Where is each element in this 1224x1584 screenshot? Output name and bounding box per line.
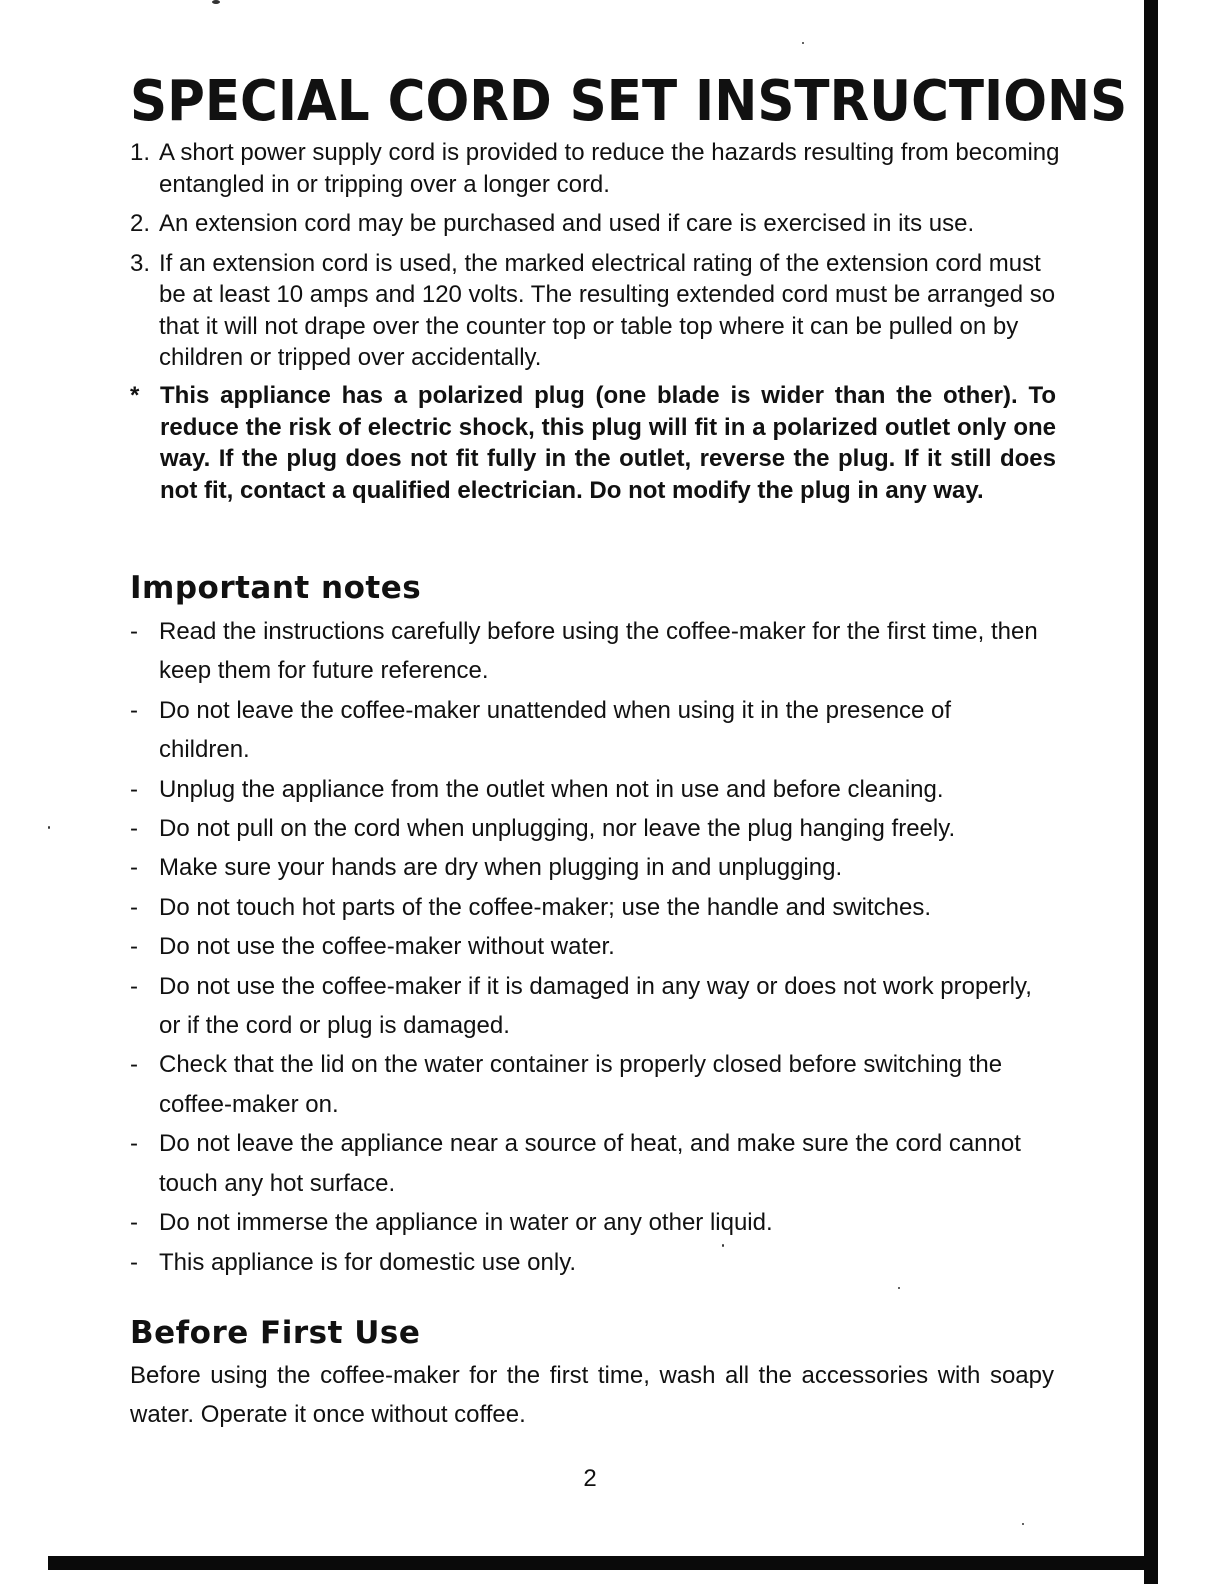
dash-bullet: - bbox=[130, 854, 138, 882]
note-text: Unplug the appliance from the outlet when not in use and before cleaning. bbox=[159, 775, 944, 803]
note-text: This appliance is for domestic use only. bbox=[159, 1248, 577, 1276]
asterisk-marker: * bbox=[130, 382, 140, 409]
dash-bullet: - bbox=[130, 618, 138, 645]
list-item bbox=[130, 848, 1040, 887]
scan-border-right bbox=[1144, 0, 1158, 1584]
scan-speck bbox=[48, 826, 50, 829]
scan-speck bbox=[1022, 1523, 1024, 1525]
item-text: If an extension cord is used, the marked electrical rating of the extension cord must be at least 10 amps and 120 volts. The resulting extended cord must be arranged so that it will not drape over the counter top or table top where it can be pulled on by children or tripped over accidentally. bbox=[159, 249, 1056, 371]
warning-text: This appliance has a polarized plug (one blade is wider than the other). To reduce the risk of electric shock, this plug will fit in a polarized outlet only one way. If the plug does not fit fully in the outlet, reverse the plug. If it still does not fit, contact a qualified electrician. Do not modify the plug in any way. bbox=[160, 382, 1056, 504]
before-first-use-heading: Before First Use bbox=[130, 1315, 421, 1351]
list-item bbox=[130, 927, 1040, 966]
scan-speck bbox=[212, 0, 220, 4]
page-title: SPECIAL CORD SET INSTRUCTIONS bbox=[130, 69, 1128, 134]
note-text: Do not touch hot parts of the coffee-maker; use the handle and switches. bbox=[159, 893, 932, 921]
dash-bullet: - bbox=[130, 893, 138, 921]
list-item bbox=[130, 770, 1040, 809]
dash-bullet: - bbox=[130, 775, 138, 803]
dash-bullet: - bbox=[130, 1051, 138, 1079]
item-number: 1. bbox=[130, 139, 151, 166]
list-item bbox=[130, 248, 1060, 374]
important-notes-list bbox=[130, 612, 1040, 1282]
list-item bbox=[130, 137, 1060, 200]
list-item bbox=[130, 1124, 1040, 1203]
note-text: Do not leave the coffee-maker unattended when using it in the presence of children. bbox=[159, 696, 952, 764]
list-item bbox=[130, 612, 1040, 691]
dash-bullet: - bbox=[130, 933, 138, 961]
dash-bullet: - bbox=[130, 815, 138, 843]
cord-instructions-list bbox=[130, 137, 1060, 382]
note-text: Do not immerse the appliance in water or any other liquid. bbox=[159, 1209, 773, 1237]
list-item bbox=[130, 967, 1040, 1046]
dash-bullet: - bbox=[130, 1248, 138, 1276]
item-number: 2. bbox=[130, 210, 151, 237]
before-first-use-text: Before using the coffee-maker for the first time, wash all the accessories with soapy water. Operate it once without coffee. bbox=[130, 1362, 1054, 1429]
scan-speck bbox=[802, 42, 804, 44]
dash-bullet: - bbox=[130, 696, 138, 724]
note-text: Check that the lid on the water container is properly closed before switching the coffee-maker on. bbox=[159, 1051, 1003, 1118]
list-item bbox=[130, 1243, 1040, 1282]
list-item bbox=[130, 809, 1040, 848]
item-text: A short power supply cord is provided to reduce the hazards resulting from becoming entangled in or tripping over a longer cord. bbox=[159, 139, 1060, 198]
note-text: Do not leave the appliance near a source of heat, and make sure the cord cannot touch any hot surface. bbox=[159, 1130, 1021, 1197]
scan-border-bottom bbox=[48, 1556, 1158, 1570]
dash-bullet: - bbox=[130, 972, 138, 1000]
list-item bbox=[130, 691, 1040, 770]
scan-speck bbox=[898, 1287, 900, 1289]
item-number: 3. bbox=[130, 249, 151, 277]
page-number: 2 bbox=[583, 1465, 597, 1492]
list-item bbox=[130, 208, 1060, 240]
note-text: Do not use the coffee-maker if it is damaged in any way or does not work properly, or if the cord or plug is damaged. bbox=[159, 972, 1032, 1040]
important-notes-heading: Important notes bbox=[130, 570, 422, 606]
polarized-plug-warning bbox=[130, 380, 1056, 506]
note-text: Do not pull on the cord when unplugging, nor leave the plug hanging freely. bbox=[159, 815, 956, 843]
item-text: An extension cord may be purchased and used if care is exercised in its use. bbox=[159, 210, 975, 237]
dash-bullet: - bbox=[130, 1130, 138, 1158]
note-text: Do not use the coffee-maker without water. bbox=[159, 933, 615, 961]
note-text: Make sure your hands are dry when plugging in and unplugging. bbox=[159, 854, 843, 882]
list-item bbox=[130, 888, 1040, 927]
dash-bullet: - bbox=[130, 1209, 138, 1237]
note-text: Read the instructions carefully before using the coffee-maker for the first time, then keep them for future reference. bbox=[159, 618, 1038, 685]
list-item bbox=[130, 1045, 1040, 1124]
list-item bbox=[130, 1203, 1040, 1242]
